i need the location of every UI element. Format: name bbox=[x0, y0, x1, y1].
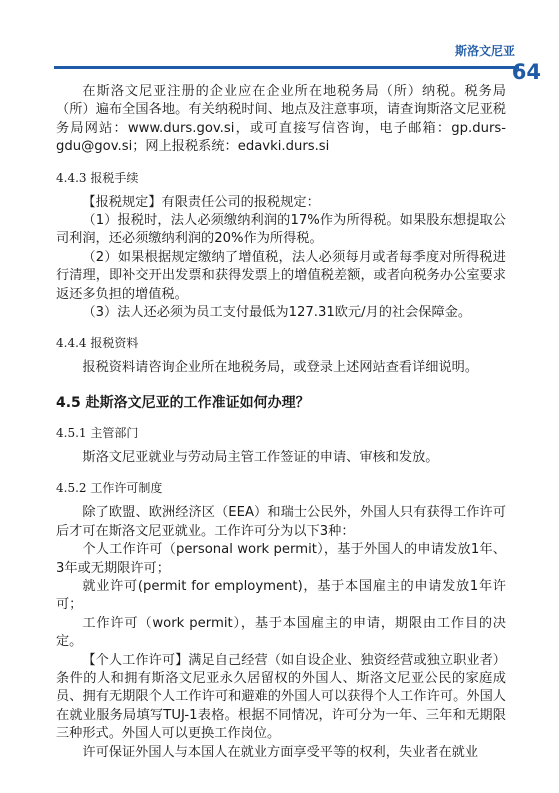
paragraph: （3）法人还必须为员工支付最低为127.31欧元/月的社会保障金。 bbox=[82, 305, 472, 321]
heading-4-5-1: 4.5.1 主管部门 bbox=[56, 425, 139, 440]
heading-4-5-2: 4.5.2 工作许可制度 bbox=[56, 481, 163, 496]
paragraph: 报税资料请咨询企业所在地税务局，或登录上述网站查看详细说明。 bbox=[82, 360, 479, 376]
paragraph: （2）如果根据规定缴纳了增值税，法人必须每月或者每季度对所得税进行清理，即补交开出发票和获得发票上的增值税差额，或者向税务办公室要求返还多负担的增值税。 bbox=[56, 249, 506, 302]
page-content bbox=[56, 83, 506, 762]
paragraph: 【个人工作许可】满足自己经营（如自设企业、独资经营或独立职业者）条件的人和拥有斯洛文尼亚永久居留权的外国人、斯洛文尼亚公民的家庭成员、拥有无期限个人工作许可和避难的外国人可以获得个人工作许可。外国人在就业服务局填写TUJ-1表格。根据不同情况，许可分为一年、三年和无期限三种形式。外国人可以更换工作岗位。 bbox=[56, 652, 506, 742]
paragraph: 许可保证外国人与本国人在就业方面享受平等的权利，失业者在就业 bbox=[82, 744, 479, 760]
heading-4-4-3: 4.4.3 报税手续 bbox=[56, 170, 139, 185]
paragraph: 就业许可(permit for employment)，基于本国雇主的申请发放1年许可； bbox=[56, 578, 506, 613]
paragraph: 斯洛文尼亚就业与劳动局主管工作签证的申请、审核和发放。 bbox=[82, 449, 439, 465]
header-title: 斯洛文尼亚 bbox=[454, 44, 515, 58]
heading-4-4-4: 4.4.4 报税资料 bbox=[56, 336, 139, 351]
header-rule bbox=[54, 66, 519, 69]
paragraph: （1）报税时，法人必须缴纳利润的17%作为所得税。如果股东想提取公司利润，还必须缴纳利润的20%作为所得税。 bbox=[56, 213, 506, 247]
paragraph: 【报税规定】有限责任公司的报税规定： bbox=[82, 194, 320, 210]
intro-paragraph: 在斯洛文尼亚注册的企业应在企业所在地税务局（所）纳税。税务局（所）遍布全国各地。有关纳税时间、地点及注意事项，请查询斯洛文尼亚税务局网站：www.durs.gov.si，或可直接写信咨询，电子邮箱：gp.durs-gdu@gov.si；网上报税系统：edavki.durs.si bbox=[56, 84, 506, 155]
paragraph: 除了欧盟、欧洲经济区（EEA）和瑞士公民外，外国人只有获得工作许可后才可在斯洛文尼亚就业。工作许可分为以下3种： bbox=[56, 505, 506, 539]
page-number: 64 bbox=[511, 60, 541, 84]
section-heading-4-5: 4.5 赴斯洛文尼亚的工作准证如何办理？ bbox=[56, 394, 310, 411]
paragraph: 个人工作许可（personal work permit），基于外国人的申请发放1年、3年或无期限许可； bbox=[56, 542, 506, 576]
paragraph: 工作许可（work permit），基于本国雇主的申请，期限由工作目的决定。 bbox=[56, 615, 506, 650]
